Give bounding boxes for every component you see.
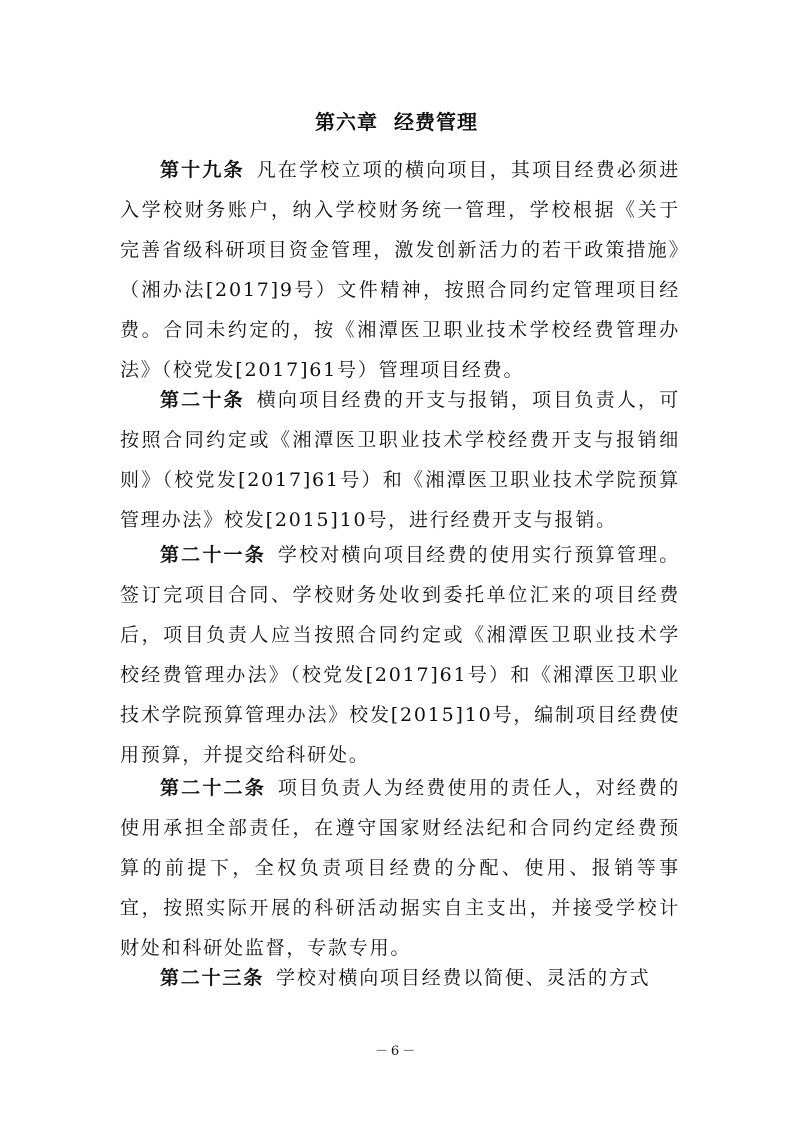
article-text: 学校对横向项目经费的使用实行预算管理。签订完项目合同、学校财务处收到委托单位汇来的项目经费后，项目负责人应当按照合同约定或《湘潭医卫职业技术学校经费管理办法》（校党发[2017]61号）和《湘潭医卫职业技术学院预算管理办法》校发[2015]10号，编制项目经费使用预算，并提交给科研处。 [120,544,680,766]
article-22 [120,768,680,968]
article-text: 学校对横向项目经费以简便、灵活的方式 [276,967,651,989]
article-21 [120,535,680,775]
article-20 [120,380,680,540]
article-number: 第十九条 [160,159,245,181]
article-number: 第二十一条 [160,544,266,566]
article-text: 凡在学校立项的横向项目，其项目经费必须进入学校财务账户，纳入学校财务统一管理，学校根据《关于完善省级科研项目资金管理，激发创新活力的若干政策措施》（湘办法[2017]9号）文件精神，按照合同约定管理项目经费。合同未约定的，按《湘潭医卫职业技术学校经费管理办法》（校党发[2017]61号）管理项目经费。 [120,159,680,381]
article-number: 第二十条 [160,389,245,411]
article-19 [120,150,680,390]
article-23 [120,958,680,998]
article-number: 第二十二条 [160,777,266,799]
article-text: 横向项目经费的开支与报销，项目负责人，可按照合同约定或《湘潭医卫职业技术学校经费开支与报销细则》（校党发[2017]61号）和《湘潭医卫职业技术学院预算管理办法》校发[2015]10号，进行经费开支与报销。 [120,389,680,531]
chapter-title: 第六章 经费管理 [315,110,478,134]
article-number: 第二十三条 [160,967,265,989]
page-number: －6－ [374,1044,419,1059]
article-text: 项目负责人为经费使用的责任人，对经费的使用承担全部责任，在遵守国家财经法纪和合同约定经费预算的前提下，全权负责项目经费的分配、使用、报销等事宜，按照实际开展的科研活动据实自主支出，并接受学校计财处和科研处监督，专款专用。 [120,777,680,959]
